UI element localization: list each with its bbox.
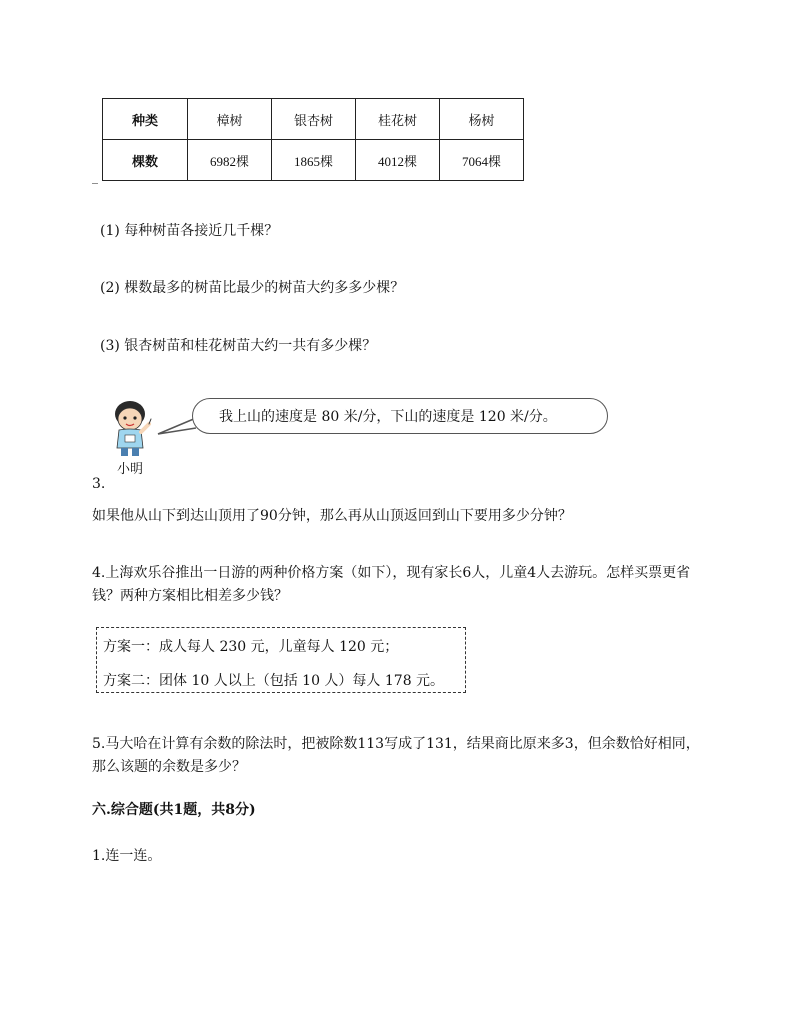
question-2: (2) 棵数最多的树苗比最少的树苗大约多多少棵？ [100, 280, 405, 296]
table-underscore-mark: _ [92, 170, 98, 184]
question-3: (3) 银杏树苗和桂花树苗大约一共有多少棵？ [100, 338, 377, 354]
table-header-cell: 桂花树 [356, 99, 440, 140]
question-5-text: 5.马大哈在计算有余数的除法时，把被除数113写成了131，结果商比原来多3，但余数恰好相同，那么该题的余数是多少？ [92, 736, 700, 775]
question-1: (1) 每种树苗各接近几千棵？ [100, 223, 279, 239]
question-number: 3. [92, 476, 106, 492]
table-cell: 棵数 [103, 140, 188, 181]
table-header-cell: 杨树 [440, 99, 524, 140]
plan-two: 方案二：团体 10 人以上（包括 10 人）每人 178 元。 [103, 673, 445, 689]
question-3-text: 如果他从山下到达山顶用了90分钟，那么再从山顶返回到山下要用多少分钟？ [92, 508, 572, 524]
table-header-cell: 银杏树 [272, 99, 356, 140]
plan-one: 方案一：成人每人 230 元，儿童每人 120 元； [103, 639, 399, 655]
table-row [103, 140, 524, 181]
table-cell: 1865棵 [272, 140, 356, 181]
tree-count-table [102, 98, 524, 181]
section-item: 1.连一连。 [92, 848, 162, 864]
price-plan-box [96, 627, 466, 693]
section-heading: 六.综合题(共1题，共8分) [92, 802, 256, 818]
speech-bubble: 我上山的速度是 80 米/分，下山的速度是 120 米/分。 [192, 398, 608, 434]
speaker-name: 小明 [117, 462, 144, 477]
table-cell: 6982棵 [188, 140, 272, 181]
question-4-text: 4.上海欢乐谷推出一日游的两种价格方案（如下），现有家长6人，儿童4人去游玩。怎样买票更省钱？两种方案相比相差多少钱？ [92, 565, 691, 604]
table-header-cell: 种类 [103, 99, 188, 140]
table-header-cell: 樟树 [188, 99, 272, 140]
table-row [103, 99, 524, 140]
table-cell: 7064棵 [440, 140, 524, 181]
table-cell: 4012棵 [356, 140, 440, 181]
